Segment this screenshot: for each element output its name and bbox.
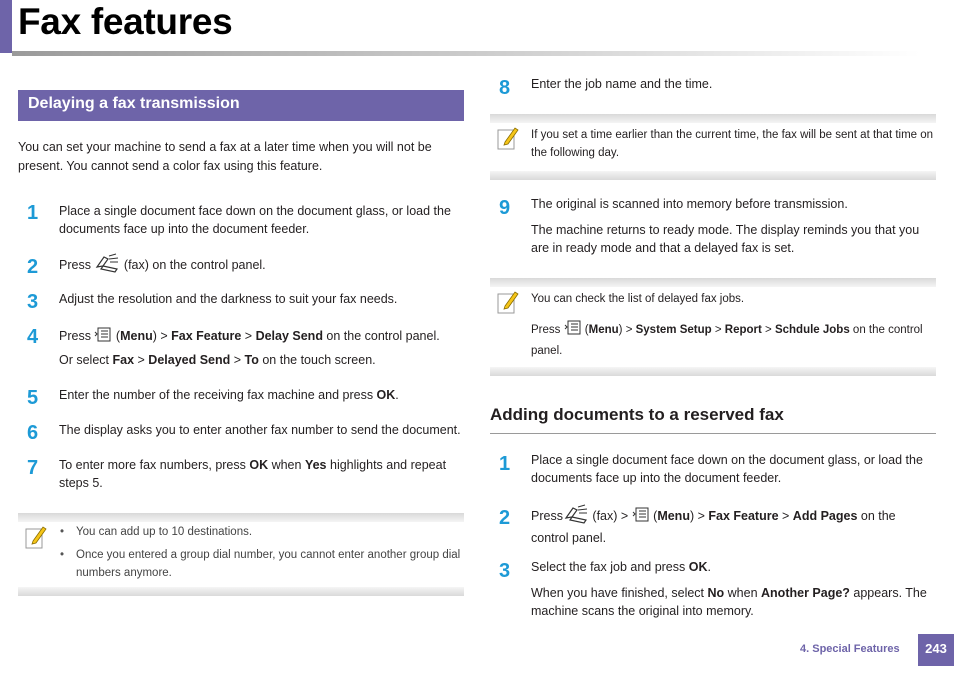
menu-icon xyxy=(632,505,650,528)
step-text xyxy=(531,504,936,547)
step-text-part: > xyxy=(694,508,709,523)
title-divider xyxy=(12,51,920,56)
note-bottom-border xyxy=(490,171,936,180)
note-top-border xyxy=(18,513,464,522)
fax-label: Fax xyxy=(112,353,135,367)
step-text: Place a single document face down on the document glass, or load the documents face up into the document feeder. xyxy=(531,453,923,485)
note-text-part: > xyxy=(622,324,636,337)
menu-label: Menu xyxy=(657,508,690,523)
section-title: Delaying a fax transmission xyxy=(28,95,240,112)
page-number-badge: 243 xyxy=(918,634,954,666)
step-text: Enter the job name and the time. xyxy=(531,77,713,91)
subsection-heading: Adding documents to a reserved fax xyxy=(490,405,784,424)
fax-icon xyxy=(94,253,120,278)
step-number: 5 xyxy=(27,387,39,409)
step-text-part: Press xyxy=(59,257,95,272)
footer-chapter: 4. Special Features xyxy=(800,643,900,655)
step-number: 1 xyxy=(27,202,39,224)
step-number: 3 xyxy=(27,291,39,313)
menu-icon xyxy=(564,318,582,342)
note-text-part: on the control panel. xyxy=(531,324,923,357)
step-text xyxy=(531,584,936,620)
step-text xyxy=(59,253,464,278)
step-text: Place a single document face down on the document glass, or load the documents face up into the document feeder. xyxy=(59,204,451,236)
step-number: 1 xyxy=(499,453,511,475)
note-bullet: • You can add up to 10 destinations. xyxy=(60,523,464,541)
step-text-part: . xyxy=(395,388,399,402)
step-text: The machine returns to ready mode. The display reminds you that you are in ready mode and that a delayed fax is set. xyxy=(531,223,920,255)
note-text-part: Press xyxy=(531,324,564,337)
page-title: Fax features xyxy=(18,1,233,42)
step-number: 2 xyxy=(27,256,39,278)
subsection-divider xyxy=(490,433,936,434)
step-text-part: > xyxy=(134,353,149,367)
section-header xyxy=(18,90,464,121)
step-number: 4 xyxy=(27,326,39,348)
step-text-part: on the control panel. xyxy=(531,508,896,545)
note-pencil-icon xyxy=(25,524,47,550)
step-number: 9 xyxy=(499,197,511,219)
step-text-part: When you have finished, select xyxy=(531,586,708,600)
fax-feature-label: Fax Feature xyxy=(708,508,779,523)
step-text: Adjust the resolution and the darkness to suit your fax needs. xyxy=(59,292,398,306)
note-text: You can check the list of delayed fax jobs. xyxy=(531,293,745,305)
step-text-part: . xyxy=(707,560,711,574)
note-text-part: > xyxy=(761,324,775,337)
step-text-part: when xyxy=(724,586,762,600)
add-pages-label: Add Pages xyxy=(792,508,858,523)
step-text: The original is scanned into memory before transmission. xyxy=(531,197,848,211)
step-text xyxy=(59,456,464,492)
step-text-part: when xyxy=(268,458,305,472)
step-text-part: To enter more fax numbers, press xyxy=(59,458,250,472)
another-page-label: Another Page? xyxy=(761,586,850,600)
fax-icon xyxy=(563,504,589,529)
note-text-part: > xyxy=(711,324,725,337)
intro-paragraph: You can set your machine to send a fax at a later time when you will not be present. You cannot send a color fax using this feature. xyxy=(18,140,432,173)
step-text-part: (fax) on the control panel. xyxy=(120,257,266,272)
step-text-part: ) xyxy=(152,328,157,343)
note-top-border xyxy=(490,114,936,123)
ok-label: OK xyxy=(376,388,396,402)
menu-label: Menu xyxy=(120,328,153,343)
note-text: If you set a time earlier than the current time, the fax will be sent at that time on the following day. xyxy=(531,129,934,159)
step-text-alt xyxy=(59,351,464,369)
report-label: Report xyxy=(724,324,762,337)
step-text xyxy=(59,386,464,404)
note-pencil-icon xyxy=(497,125,519,151)
step-text-part: Press xyxy=(59,328,95,343)
header-accent-bar xyxy=(0,0,12,53)
step-number: 8 xyxy=(499,77,511,99)
step-text-part: > xyxy=(230,353,245,367)
menu-label: Menu xyxy=(588,324,619,337)
step-text-part: on the touch screen. xyxy=(258,353,376,367)
system-setup-label: System Setup xyxy=(635,324,712,337)
step-text-part: (fax) > xyxy=(588,508,632,523)
step-text-part: highlights and repeat steps 5. xyxy=(59,458,447,490)
ok-label: OK xyxy=(249,458,269,472)
step-text xyxy=(59,325,464,348)
note-pencil-icon xyxy=(497,289,519,315)
step-number: 3 xyxy=(499,560,511,582)
step-text-part: > xyxy=(778,508,793,523)
delay-send-label: Delay Send xyxy=(255,328,323,343)
step-text-part: appears. The machine scans the original into memory. xyxy=(531,586,927,618)
step-text-part: Or select xyxy=(59,353,113,367)
step-number: 7 xyxy=(27,457,39,479)
no-label: No xyxy=(707,586,725,600)
note-bottom-border xyxy=(18,587,464,596)
yes-label: Yes xyxy=(304,458,327,472)
step-text-part: ( xyxy=(649,508,658,523)
to-label: To xyxy=(244,353,259,367)
step-text: The display asks you to enter another fax number to send the document. xyxy=(59,423,461,437)
step-text-part: ( xyxy=(112,328,121,343)
note-text-part: ) xyxy=(618,324,623,337)
step-text-part: on the control panel. xyxy=(322,328,440,343)
step-text-part: Enter the number of the receiving fax machine and press xyxy=(59,388,377,402)
note-bullet: • Once you entered a group dial number, you cannot enter another group dial numbers anymore. xyxy=(60,546,464,582)
note-top-border xyxy=(490,278,936,287)
step-number: 6 xyxy=(27,422,39,444)
menu-icon xyxy=(94,325,112,348)
ok-label: OK xyxy=(688,560,708,574)
fax-feature-label: Fax Feature xyxy=(171,328,242,343)
step-text-part: > xyxy=(156,328,172,343)
note-text xyxy=(60,523,464,582)
note-text-part: ( xyxy=(581,324,589,337)
step-number: 2 xyxy=(499,507,511,529)
step-text-part: Press xyxy=(531,508,563,523)
step-text-part: > xyxy=(241,328,256,343)
note-text xyxy=(531,318,936,360)
step-text-part: Select the fax job and press xyxy=(531,560,689,574)
delayed-send-label: Delayed Send xyxy=(148,353,231,367)
note-bottom-border xyxy=(490,367,936,376)
step-text-part: ) xyxy=(689,508,695,523)
step-text xyxy=(531,558,936,576)
schdule-jobs-label: Schdule Jobs xyxy=(774,324,850,337)
